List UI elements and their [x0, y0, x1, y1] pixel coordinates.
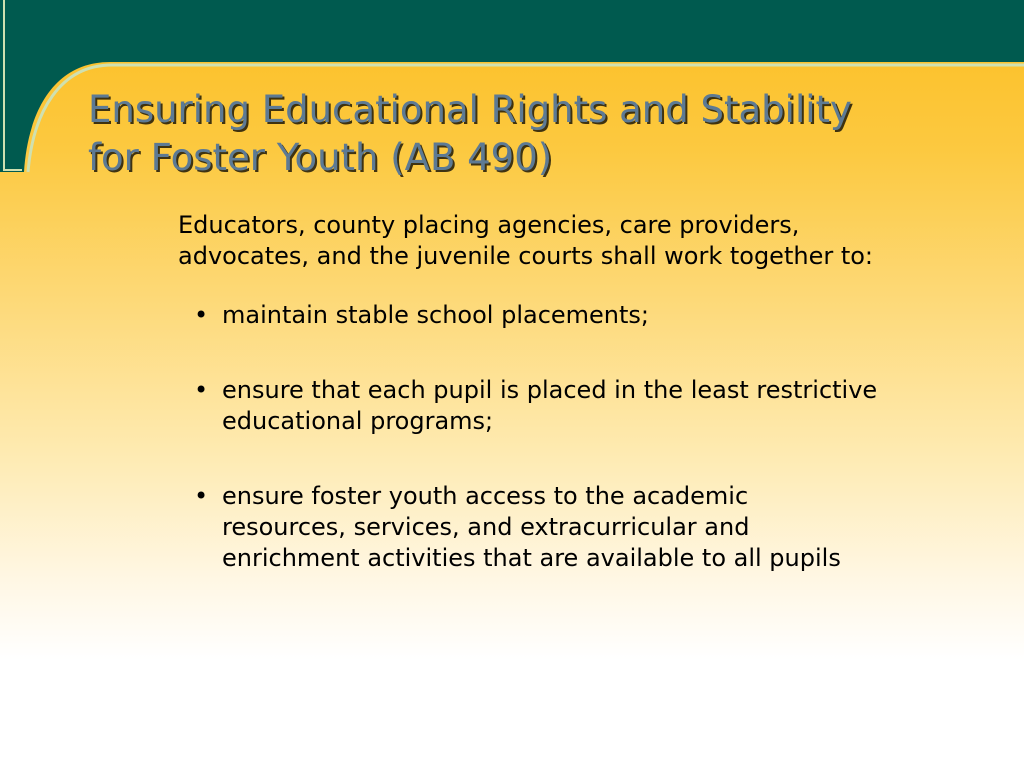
slide-body — [178, 210, 878, 618]
bullet-dot-icon: • — [194, 301, 209, 329]
slide-title — [88, 86, 988, 182]
slide-title-line-2: for Foster Youth (AB 490) — [88, 136, 553, 179]
bullet-text: ensure foster youth access to the academic resources, services, and extracurricular and enrichment activities that are available to all pupils — [222, 482, 841, 572]
bullet-list — [178, 300, 878, 574]
bullet-text: ensure that each pupil is placed in the least restrictive educational programs; — [222, 376, 878, 435]
bullet-dot-icon: • — [194, 376, 209, 404]
bullet-item — [178, 481, 878, 574]
bullet-item — [178, 375, 878, 437]
bullet-item — [178, 300, 878, 331]
bullet-dot-icon: • — [194, 482, 209, 510]
slide-title-line-1: Ensuring Educational Rights and Stability — [88, 88, 852, 131]
intro-paragraph: Educators, county placing agencies, care providers, advocates, and the juvenile courts shall work together to: — [178, 211, 874, 270]
bullet-text: maintain stable school placements; — [222, 301, 650, 329]
